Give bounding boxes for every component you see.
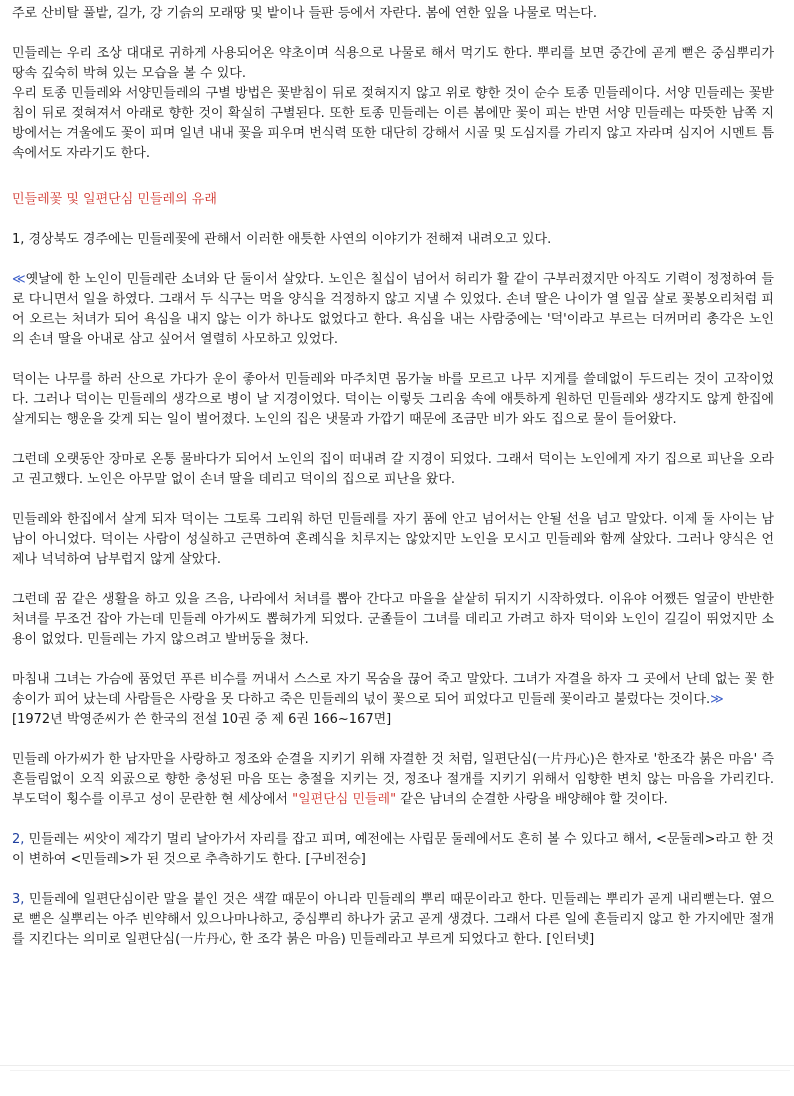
paragraph-origin-2 — [12, 830, 774, 870]
origin-3-text: 민들레에 일편단심이란 말을 붙인 것은 색깔 때문이 아니라 민들레의 뿌리 때문이라고 한다. 민들레는 뿌리가 곧게 내리뻗는다. 옆으로 뻗은 실뿌리는 아주 빈약해서 있으나마나하고, 중심뿌리 하나가 굵고 곧게 생겼다. 그래서 다른 일에 흔들리지 않고 한 가지에만 절개를 지킨다는 의미로 일편단심(一片丹心, 한 조각 붉은 마음) 민들레라고 부르게 되었다고 한다. [인터넷] — [12, 892, 774, 947]
item-number-2: 2, — [12, 832, 25, 847]
document-body — [12, 4, 774, 950]
legend-6-text: 마침내 그녀는 가슴에 품었던 푸른 비수를 꺼내서 스스로 자기 목숨을 끊어 죽고 말았다. 그녀가 자결을 하자 그 곳에서 난데 없는 꽃 한 송이가 피어 났는데 사람들은 사랑을 못 다하고 죽은 민들레의 넋이 꽃으로 되어 피었다고 민들레 꽃이라고 불렀다는 것이다. — [12, 672, 774, 707]
ilpyeon-text-a: 민들레 아가씨가 한 남자만을 사랑하고 정조와 순결을 지키기 위해 자결한 것 처럼, 일편단심(一片丹心)은 한자로 '한조각 붉은 마음' 즉 흔들림없이 오직 외곬으로 향한 충성된 마음 또는 충절을 지키는 것, 정조나 절개를 지키기 위해서 임향한 변치 않는 마음을 가리킨다. 부도덕이 횡수를 이루고 성이 문란한 현 세상에서 — [12, 752, 774, 807]
paragraph-habitat: 주로 산비탈 풀밭, 길가, 강 기슭의 모래땅 및 밭이나 들판 등에서 자란다. 봄에 연한 잎을 나물로 먹는다. — [12, 6, 597, 21]
paragraph-legend-4: 민들레와 한집에서 살게 되자 덕이는 그토록 그리워 하던 민들레를 자기 품에 안고 넘어서는 안될 선을 넘고 말았다. 이제 둘 사이는 남남이 아니었다. 덕이는 사람이 성실하고 근면하여 혼례식을 치루지는 않았지만 노인을 모시고 민들레와 함께 살았다. 그러나 양식은 언제나 넉넉하여 남부럽지 않게 살았다. — [12, 512, 774, 567]
paragraph-legend-intro: 1, 경상북도 경주에는 민들레꽃에 관해서 이러한 애틋한 사연의 이야기가 전해져 내려오고 있다. — [12, 232, 552, 247]
source-citation: [1972년 박영준씨가 쓴 한국의 전설 10권 중 제 6권 166~167면] — [12, 712, 392, 727]
paragraph-legend-3: 그런데 오랫동안 장마로 온통 물바다가 되어서 노인의 집이 떠내려 갈 지경이 되었다. 그래서 덕이는 노인에게 자기 집으로 피난을 오라고 권고했다. 노인은 아무말 없이 손녀 딸을 데리고 덕이의 집으로 피난을 왔다. — [12, 452, 774, 487]
origin-2-text: 민들레는 씨앗이 제각기 멀리 날아가서 자리를 잡고 피며, 예전에는 사립문 둘레에서도 흔히 볼 수 있다고 해서, <문둘레>라고 한 것이 변하여 <민들레>가 된 것으로 추측하기도 한다. [구비전승] — [12, 832, 774, 867]
bottom-empty-area — [10, 1070, 790, 1095]
paragraph-origin-3 — [12, 890, 774, 950]
paragraph-legend-5: 그런데 꿈 같은 생활을 하고 있을 즈음, 나라에서 처녀를 뽑아 간다고 마을을 샅샅히 뒤지기 시작하였다. 이유야 어쨌든 얼굴이 반반한 처녀를 무조건 잡아 가는데 민들레 아가씨도 뽑혀가게 되었다. 군졸들이 그녀를 데리고 가려고 하자 덕이와 노인이 길길이 뛰었지만 소용이 없었다. 민들레는 가지 않으려고 발버둥을 쳤다. — [12, 592, 774, 647]
quote-open-mark: ≪ — [12, 272, 26, 287]
paragraph-legend-1 — [12, 270, 774, 350]
paragraph-native-vs-western: 우리 토종 민들레와 서양민들레의 구별 방법은 꽃받침이 뒤로 젖혀지지 않고 위로 향한 것이 순수 토종 민들레이다. 서양 민들레는 꽃받침이 뒤로 젖혀져서 아래로 향한 것이 확실히 구별된다. 또한 토종 민들레는 이른 봄에만 꽃이 피는 반면 서양 민들레는 따뜻한 남쪽 지방에서는 겨울에도 꽃이 피며 일년 내내 꽃을 피우며 번식력 또한 대단히 강해서 시골 및 도심지를 가리지 않고 자라며 심지어 시멘트 틈속에서도 자라기도 한다. — [12, 86, 774, 161]
paragraph-legend-2: 덕이는 나무를 하러 산으로 가다가 운이 좋아서 민들레와 마주치면 몸가눌 바를 모르고 나무 지게를 쓸데없이 두드리는 것이 고작이었다. 그러나 덕이는 민들레의 생각으로 병이 날 지경이었다. 덕이는 이렇듯 그리움 속에 애틋하게 원하던 민들레와 생각지도 않게 한집에 살게되는 행운을 갖게 되는 일이 벌어졌다. 노인의 집은 냇물과 가깝기 때문에 조금만 비가 와도 집으로 물이 들어왔다. — [12, 372, 774, 427]
item-number-3: 3, — [12, 892, 25, 907]
paragraph-medicinal-use: 민들레는 우리 조상 대대로 귀하게 사용되어온 약초이며 식용으로 나물로 해서 먹기도 한다. 뿌리를 보면 중간에 곧게 뻗은 중심뿌리가 땅속 깊숙히 박혀 있는 모습을 볼 수 있다. — [12, 46, 774, 81]
bottom-divider — [0, 1065, 794, 1066]
legend-1-text: 옛날에 한 노인이 민들레란 소녀와 단 둘이서 살았다. 노인은 칠십이 넘어서 허리가 활 같이 구부러졌지만 아직도 기력이 정정하여 들로 다니면서 일을 하였다. 그래서 두 식구는 먹을 양식을 걱정하지 않고 지낼 수 있었다. 손녀 딸은 나이가 열 일곱 살로 꽃봉오리처럼 피어 오르는 처녀가 되어 욕심을 내지 않는 이가 하나도 없었다고 한다. 욕심을 내는 사람중에는 '덕'이라고 부르는 더꺼머리 총각은 노인의 손녀 딸을 아내로 삼고 싶어서 열렬히 사모하고 있었다. — [12, 272, 774, 347]
section-heading: 민들레꽃 및 일편단심 민들레의 유래 — [12, 192, 217, 207]
quote-close-mark: ≫ — [710, 692, 724, 707]
paragraph-ilpyeon-dansim — [12, 750, 774, 810]
ilpyeon-highlight: "일편단심 민들레" — [292, 792, 397, 807]
paragraph-legend-6 — [12, 670, 774, 710]
ilpyeon-text-b: 같은 남녀의 순결한 사랑을 배양해야 할 것이다. — [396, 792, 668, 807]
